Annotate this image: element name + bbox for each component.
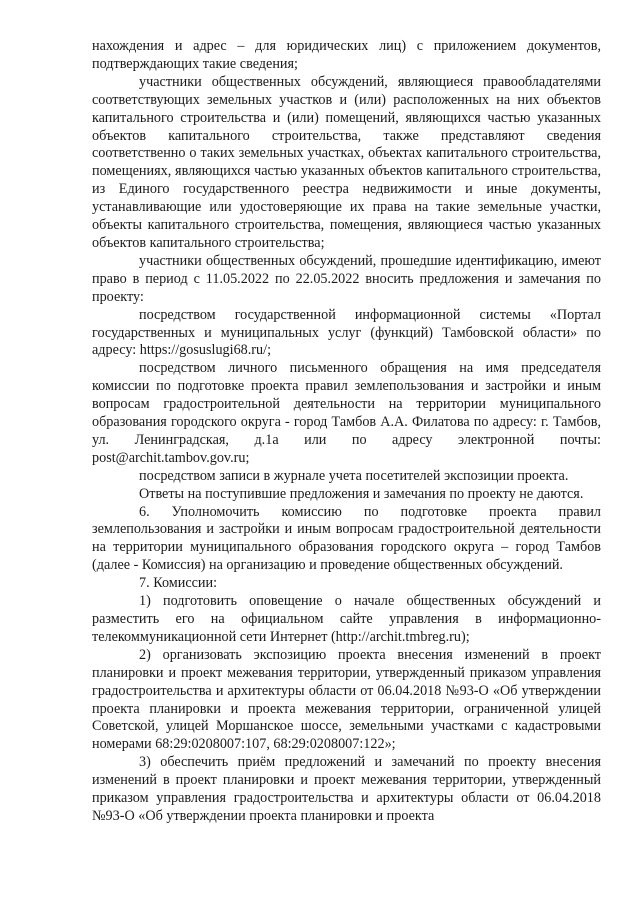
paragraph-portal-submission: посредством государственной информационной системы «Портал государственных и муниципальных услуг (функций) Тамбовской области» по адресу: https://gosuslugi68.ru/; — [92, 306, 601, 359]
paragraph-proposal-period: участники общественных обсуждений, прошедшие идентификацию, имеют право в период с 11.05.2022 по 22.05.2022 вносить предложения и замечания по проекту: — [92, 252, 601, 305]
paragraph-subitem-3-accept-proposals: 3) обеспечить приём предложений и замечаний по проекту внесения изменений в проект планировки и проект межевания территории, утвержденный приказом управления градостроительства и архитектуры области от 06.04.2018 №93-О «Об утверждении проекта планировки и проекта — [92, 754, 601, 824]
paragraph-item-6-authorize-commission: 6. Уполномочить комиссию по подготовке проекта правил землепользования и застройки и иным вопросам градостроительной деятельности на территории муниципального образования городского округа – город Тамбов (далее - Комиссия) на организацию и проведение общественных обсуждений. — [92, 503, 601, 574]
paragraph-no-answers: Ответы на поступившие предложения и замечания по проекту не даются. — [139, 485, 584, 502]
paragraph-subitem-1-notice: 1) подготовить оповещение о начале общественных обсуждений и разместить его на официальном сайте управления в информационно-телекоммуникационной сети Интернет (http://archit.tmbreg.ru); — [92, 593, 601, 645]
paragraph-subitem-2-exposition: 2) организовать экспозицию проекта внесения изменений в проект планировки и проект межевания территории, утвержденный приказом управления градостроительства и архитектуры области от 06.04.2018 №93-О «Об утверждении проекта планировки и проекта межевания территории, ограниченной улицей Советской, улицей Моршанское шоссе, земельными участками с кадастровыми номерами 68:29:0208007:107, 68:29:0208007:122»; — [92, 646, 601, 753]
paragraph-written-appeal: посредством личного письменного обращения на имя председателя комиссии по подготовке проекта правил землепользования и застройки и иным вопросам градостроительной деятельности на территории муниципального образования городского округа - город Тамбов А.А. Филатова по адресу: г. Тамбов, ул. Ленинградская, д.1а или по адресу электронной почты: post@archit.tambov.gov.ru; — [92, 360, 601, 466]
paragraph-rights-holders: участники общественных обсуждений, являющиеся правообладателями соответствующих земельных участков и (или) расположенных на них объектов капитального строительства и (или) помещений, являющихся частью указанных объектов капитального строительства, также представляют сведения соответственно о таких земельных участках, объектах капитального строительства, помещениях, являющихся частью указанных объектов капитального строительства, из Единого государственного реестра недвижимости и иные документы, устанавливающие или удостоверяющие их права на такие земельные участки, объекты капитального строительства, помещения, являющиеся частью указанных объектов капитального строительства; — [92, 73, 601, 251]
paragraph-item-7-commission: 7. Комиссии: — [139, 575, 218, 592]
paragraph-visitor-log: посредством записи в журнале учета посетителей экспозиции проекта. — [139, 467, 569, 484]
document-body — [92, 38, 601, 826]
paragraph-applicant-address: нахождения и адрес – для юридических лиц) с приложением документов, подтверждающих такие сведения; — [92, 38, 601, 72]
